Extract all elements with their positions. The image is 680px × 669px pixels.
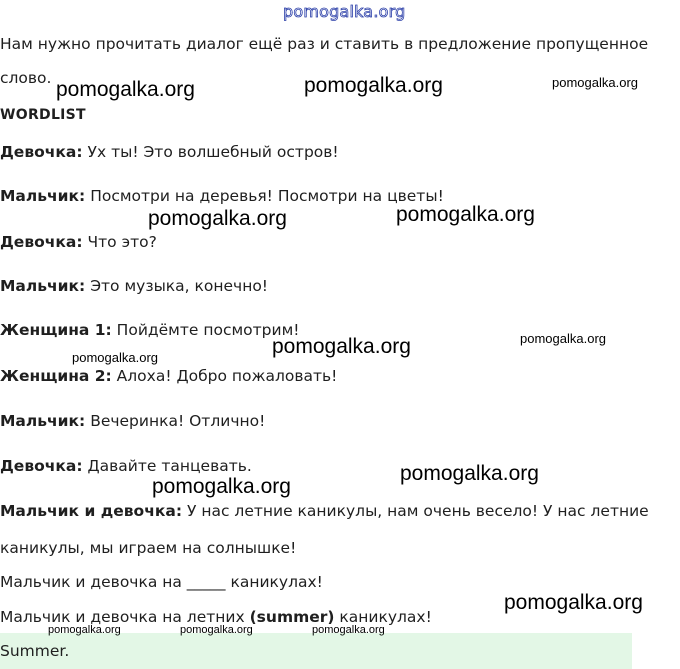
watermark: pomogalka.org (148, 207, 287, 230)
speech-text: Пойдёмте посмотрим! (111, 321, 300, 339)
dialogue-line (0, 366, 337, 386)
dialogue-continuation: каникулы, мы играем на солнышке! (0, 539, 297, 557)
dialogue-line (0, 186, 444, 206)
watermark: pomogalka.org (520, 331, 606, 346)
watermark: pomogalka.org (504, 591, 643, 614)
dialogue-line (0, 232, 157, 252)
dialogue-line (0, 501, 649, 521)
speech-text: Это музыка, конечно! (85, 277, 269, 295)
speech-text: Ух ты! Это волшебный остров! (82, 143, 339, 161)
intro-line-1: Нам нужно прочитать диалог ещё раз и ставить в предложение пропущенное (0, 35, 649, 53)
watermark: pomogalka.org (72, 350, 158, 365)
watermark: pomogalka.org (272, 335, 411, 358)
speaker-name: Мальчик: (0, 277, 86, 295)
speaker-name: Мальчик: (0, 187, 86, 205)
speech-text: У нас летние каникулы, нам очень весело! У нас летние (182, 502, 649, 520)
watermark: pomogalka.org (180, 624, 253, 636)
task-sentence: Мальчик и девочка на _____ каникулах! (0, 573, 323, 591)
speech-text: Что это? (82, 233, 157, 251)
answer-text: Summer. (0, 642, 70, 660)
answer-box (0, 633, 632, 669)
speech-text: Вечеринка! Отлично! (85, 412, 266, 430)
dialogue-line (0, 276, 268, 296)
speaker-name: Девочка: (0, 457, 83, 475)
dialogue-line (0, 320, 300, 340)
speaker-name: Девочка: (0, 143, 83, 161)
dialogue-line (0, 456, 252, 476)
solution-keyword: (summer) (249, 608, 335, 626)
speaker-name: Мальчик: (0, 412, 86, 430)
solution-text: каникулах! (334, 608, 432, 626)
watermark: pomogalka.org (48, 624, 121, 636)
speech-text: Посмотри на деревья! Посмотри на цветы! (85, 187, 444, 205)
watermark: pomogalka.org (152, 475, 291, 498)
speech-text: Алоха! Добро пожаловать! (111, 367, 338, 385)
intro-line-2: слово. (0, 69, 52, 87)
dialogue-line (0, 142, 339, 162)
solution-text: Мальчик и девочка на летних (0, 608, 250, 626)
speaker-name: Женщина 1: (0, 321, 112, 339)
watermark: pomogalka.org (396, 203, 535, 226)
speaker-name: Девочка: (0, 233, 83, 251)
site-logo[interactable]: pomogalka.org (283, 2, 406, 21)
dialogue-line (0, 411, 265, 431)
watermark: pomogalka.org (552, 75, 638, 90)
watermark: pomogalka.org (400, 462, 539, 485)
wordlist-heading: WORDLIST (0, 107, 86, 123)
watermark: pomogalka.org (312, 624, 385, 636)
watermark: pomogalka.org (304, 74, 443, 97)
speaker-name: Мальчик и девочка: (0, 502, 183, 520)
watermark: pomogalka.org (56, 78, 195, 101)
speaker-name: Женщина 2: (0, 367, 112, 385)
speech-text: Давайте танцевать. (82, 457, 252, 475)
